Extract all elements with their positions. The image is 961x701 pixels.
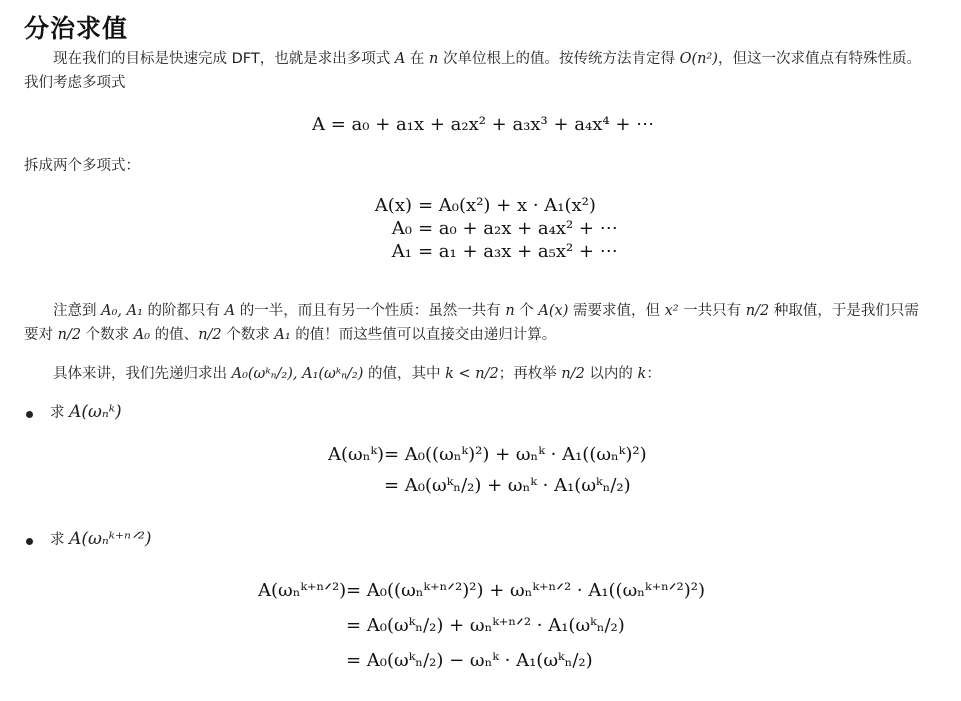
b2-eq-line-3 bbox=[258, 650, 705, 671]
detail-paragraph bbox=[24, 362, 929, 386]
intro-complexity: O(n²) bbox=[679, 51, 718, 67]
intro-var-n: n bbox=[429, 51, 439, 67]
note-text-k: 的值！而这些值可以直接交由递归计算。 bbox=[290, 327, 557, 343]
note-vars-A0-A1: A₀, A₁ bbox=[101, 303, 143, 319]
detail-expr: A₀(ωᵏₙ/₂), A₁(ωᵏₙ/₂) bbox=[231, 366, 364, 382]
split-eq-l3-rhs: = a₁ + a₃x + a₅x² + ⋯ bbox=[418, 241, 618, 262]
note-Ax: A(x) bbox=[538, 303, 569, 319]
bullet-item-1 bbox=[50, 401, 122, 422]
intro-text-d: ，但这一次求值点有特殊性质。我们考虑多项式 bbox=[24, 51, 921, 91]
bullet-1-expr: A(ωₙᵏ) bbox=[69, 402, 122, 422]
bullet-1-prefix: 求 bbox=[50, 405, 65, 421]
detail-text-d: 以内的 bbox=[584, 366, 638, 382]
b1-eq-l1-lhs: A(ωₙᵏ) bbox=[328, 444, 385, 465]
note-text-e: 需要求值，但 bbox=[568, 303, 665, 319]
b1-eq-l2-rhs: = A₀(ωᵏₙ/₂) + ωₙᵏ · A₁(ωᵏₙ/₂) bbox=[384, 475, 631, 496]
detail-condition: k < n/2 bbox=[445, 366, 499, 382]
split-eq-line-1 bbox=[356, 195, 618, 216]
bullet-2-equations bbox=[258, 580, 705, 671]
split-eq-l1-lhs: A(x) bbox=[374, 195, 412, 216]
note-A0: A₀ bbox=[133, 327, 151, 343]
b1-eq-line-1 bbox=[328, 444, 647, 465]
note-var-n: n bbox=[505, 303, 515, 319]
intro-text-b: 在 bbox=[405, 51, 430, 67]
split-text: 拆成两个多项式： bbox=[24, 158, 140, 174]
note-A1: A₁ bbox=[274, 327, 291, 343]
note-var-A: A bbox=[224, 303, 236, 319]
b2-eq-l1-lhs: A(ωₙᵏ⁺ⁿᐟ²) bbox=[258, 580, 347, 601]
detail-n2: n/2 bbox=[561, 366, 585, 382]
intro-text-a: 现在我们的目标是快速完成 DFT，也就是求出多项式 bbox=[53, 51, 395, 67]
bullet-dot-2 bbox=[26, 538, 33, 545]
b2-eq-l1-rhs: = A₀((ωₙᵏ⁺ⁿᐟ²)²) + ωₙᵏ⁺ⁿᐟ² · A₁((ωₙᵏ⁺ⁿᐟ²)²) bbox=[346, 580, 705, 601]
bullet-dot-1 bbox=[26, 411, 33, 418]
bullet-1-equations bbox=[328, 444, 647, 496]
split-eq-l2-lhs: A₀ bbox=[391, 218, 412, 239]
note-text-i: 的值、 bbox=[150, 327, 199, 343]
note-text-g: 种取值，于是我们只需要对 bbox=[24, 303, 919, 343]
note-paragraph bbox=[24, 299, 929, 347]
b1-eq-l1-rhs: = A₀((ωₙᵏ)²) + ωₙᵏ · A₁((ωₙᵏ)²) bbox=[384, 444, 647, 465]
note-x2: x² bbox=[664, 303, 679, 319]
note-text-j: 个数求 bbox=[221, 327, 275, 343]
section-title: 分治求值 bbox=[24, 14, 129, 43]
split-eq-l1-rhs: = A₀(x²) + x · A₁(x²) bbox=[418, 195, 596, 216]
note-text-b: 的阶都只有 bbox=[142, 303, 225, 319]
polynomial-equation: A = a₀ + a₁x + a₂x² + a₃x³ + a₄x⁴ + ⋯ bbox=[312, 114, 655, 135]
split-equations bbox=[356, 195, 618, 262]
split-eq-line-2 bbox=[356, 218, 618, 239]
intro-paragraph bbox=[24, 47, 929, 95]
b2-eq-l3-rhs: = A₀(ωᵏₙ/₂) − ωₙᵏ · A₁(ωᵏₙ/₂) bbox=[346, 650, 593, 671]
b2-eq-line-2 bbox=[258, 615, 705, 636]
bullet-item-2 bbox=[50, 528, 151, 549]
detail-text-c: ；再枚举 bbox=[498, 366, 562, 382]
intro-text-c: 次单位根上的值。按传统方法肯定得 bbox=[438, 51, 680, 67]
note-text-a: 注意到 bbox=[53, 303, 102, 319]
note-text-h: 个数求 bbox=[81, 327, 134, 343]
split-eq-l2-rhs: = a₀ + a₂x + a₄x² + ⋯ bbox=[418, 218, 618, 239]
note-n2-b: n/2 bbox=[57, 327, 82, 343]
split-eq-l3-lhs: A₁ bbox=[391, 241, 412, 262]
detail-text-a: 具体来讲，我们先递归求出 bbox=[53, 366, 232, 382]
note-n2-a: n/2 bbox=[745, 303, 770, 319]
note-text-d: 个 bbox=[514, 303, 539, 319]
detail-text-e: ： bbox=[646, 366, 661, 382]
note-n2-c: n/2 bbox=[198, 327, 222, 343]
split-eq-line-3 bbox=[356, 241, 618, 262]
note-text-f: 一共只有 bbox=[678, 303, 746, 319]
bullet-2-prefix: 求 bbox=[50, 532, 65, 548]
b1-eq-line-2 bbox=[328, 475, 647, 496]
detail-text-b: 的值，其中 bbox=[363, 366, 446, 382]
note-text-c: 的一半，而且有另一个性质：虽然一共有 bbox=[235, 303, 506, 319]
detail-var-k: k bbox=[637, 366, 647, 382]
bullet-2-expr: A(ωₙᵏ⁺ⁿᐟ²) bbox=[69, 529, 152, 549]
intro-var-A: A bbox=[394, 51, 406, 67]
b2-eq-line-1 bbox=[258, 580, 705, 601]
b2-eq-l2-rhs: = A₀(ωᵏₙ/₂) + ωₙᵏ⁺ⁿᐟ² · A₁(ωᵏₙ/₂) bbox=[346, 615, 625, 636]
